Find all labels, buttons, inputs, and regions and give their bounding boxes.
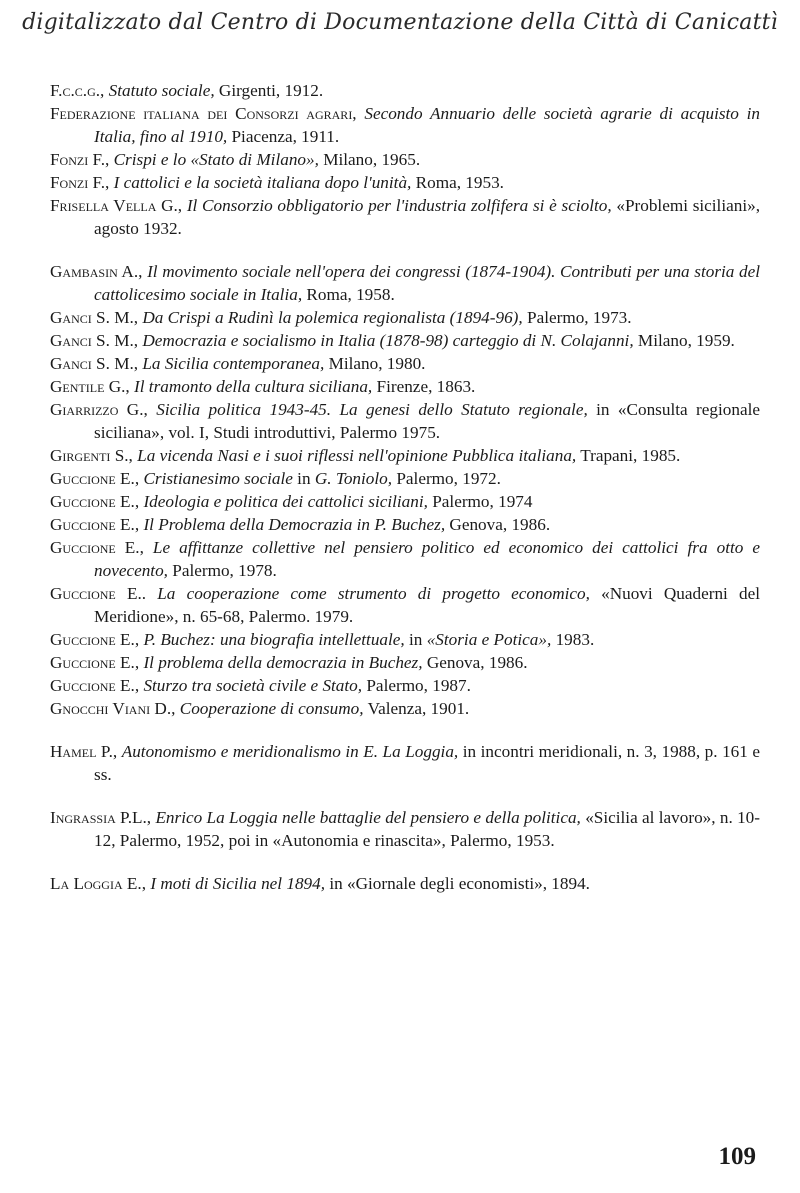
entry-author: La Loggia E., bbox=[50, 874, 147, 893]
entry-title: Democrazia e socialismo in Italia (1878-98) carteggio di N. Colajanni, bbox=[142, 331, 634, 350]
entry-title: Autonomismo e meridionalismo in E. La Loggia, bbox=[121, 742, 459, 761]
entry-title: Il movimento sociale nell'opera dei congressi (1874-1904). Contributi per una storia del cattolicesimo sociale in Italia, bbox=[94, 262, 761, 304]
digitization-watermark-header: digitalizzato dal Centro di Documentazione della Città di Canicattì bbox=[22, 10, 778, 35]
entry-title: Secondo Annuario delle società agrarie di acquisto in Italia, fino al 1910, bbox=[94, 104, 761, 146]
entry-details: Girgenti, 1912. bbox=[218, 81, 324, 100]
bibliography-entry bbox=[50, 740, 760, 786]
bibliography-entry bbox=[50, 148, 760, 171]
entry-author: Fonzi F., bbox=[50, 150, 110, 169]
entry-author: Ganci S. M., bbox=[50, 354, 139, 373]
bibliography-entry bbox=[50, 628, 760, 651]
entry-author: Hamel P., bbox=[50, 742, 118, 761]
bibliography-entry bbox=[50, 79, 760, 102]
bibliography-entry bbox=[50, 398, 760, 444]
entry-details: Palermo, 1987. bbox=[366, 676, 471, 695]
entry-details: Milano, 1965. bbox=[323, 150, 421, 169]
entry-title: I cattolici e la società italiana dopo l'unità, bbox=[113, 173, 412, 192]
entry-author: Guccione E., bbox=[50, 538, 144, 557]
entry-secondary-title: G. Toniolo, bbox=[314, 469, 393, 488]
entry-author: Guccione E.. bbox=[50, 584, 147, 603]
entry-title: Sicilia politica 1943-45. La genesi dello Statuto regionale, bbox=[156, 400, 588, 419]
entry-author: Gambasin A., bbox=[50, 262, 143, 281]
bibliography-entry bbox=[50, 536, 760, 582]
entry-details: Trapani, 1985. bbox=[580, 446, 681, 465]
entry-details: Milano, 1959. bbox=[637, 331, 735, 350]
entry-title: Enrico La Loggia nelle battaglie del pensiero e della politica, bbox=[155, 808, 581, 827]
entry-title: P. Buchez: una biografia intellettuale, bbox=[143, 630, 405, 649]
entry-details: Palermo, 1978. bbox=[172, 561, 277, 580]
entry-title: Crispi e lo «Stato di Milano», bbox=[113, 150, 319, 169]
entry-author: Guccione E., bbox=[50, 630, 140, 649]
bibliography-entry bbox=[50, 352, 760, 375]
bibliography-entry bbox=[50, 697, 760, 720]
entry-connector: in bbox=[297, 469, 311, 488]
entry-author: Federazione italiana dei Consorzi agrari, bbox=[50, 104, 357, 123]
entry-title: Statuto sociale, bbox=[108, 81, 215, 100]
entry-author: Ganci S. M., bbox=[50, 331, 139, 350]
entry-title: Ideologia e politica dei cattolici siciliani, bbox=[143, 492, 428, 511]
entry-author: Gnocchi Viani D., bbox=[50, 699, 176, 718]
entry-author: Guccione E., bbox=[50, 515, 140, 534]
bibliography-entry bbox=[50, 194, 760, 240]
entry-author: Guccione E., bbox=[50, 492, 140, 511]
entry-title: Da Crispi a Rudinì la polemica regionalista (1894-96), bbox=[142, 308, 523, 327]
entry-title: Cristianesimo sociale bbox=[143, 469, 293, 488]
bibliography-entry bbox=[50, 513, 760, 536]
entry-author: Guccione E., bbox=[50, 653, 140, 672]
entry-details: «Problemi siciliani», agosto 1932. bbox=[94, 196, 760, 238]
entry-details: in «Giornale degli economisti», 1894. bbox=[329, 874, 590, 893]
bibliography-entry bbox=[50, 651, 760, 674]
entry-author: Ingrassia P.L., bbox=[50, 808, 152, 827]
entry-author: Fonzi F., bbox=[50, 173, 110, 192]
bibliography-entry bbox=[50, 674, 760, 697]
entry-author: Girgenti S., bbox=[50, 446, 133, 465]
entry-details: in «Consulta regionale siciliana», vol. I, Studi introduttivi, Palermo 1975. bbox=[94, 400, 760, 442]
entry-title: Le affittanze collettive nel pensiero politico ed economico dei cattolici fra otto e novecento, bbox=[94, 538, 760, 580]
entry-title: La cooperazione come strumento di progetto economico, bbox=[157, 584, 590, 603]
entry-author: Ganci S. M., bbox=[50, 308, 139, 327]
bibliography-entry bbox=[50, 329, 760, 352]
entry-author: Giarrizzo G., bbox=[50, 400, 148, 419]
bibliography-entry bbox=[50, 872, 760, 895]
entry-author: Guccione E., bbox=[50, 469, 140, 488]
entry-details: Piacenza, 1911. bbox=[231, 127, 340, 146]
entry-details: Milano, 1980. bbox=[328, 354, 426, 373]
entry-details: Genova, 1986. bbox=[426, 653, 528, 672]
entry-title: La vicenda Nasi e i suoi riflessi nell'opinione Pubblica italiana, bbox=[137, 446, 577, 465]
bibliography-entry bbox=[50, 490, 760, 513]
entry-secondary-title: «Storia e Potica», bbox=[426, 630, 552, 649]
entry-author: F.c.c.g., bbox=[50, 81, 105, 100]
entry-title: La Sicilia contemporanea, bbox=[142, 354, 325, 373]
entry-details: Palermo, 1974 bbox=[432, 492, 533, 511]
bibliography-entry bbox=[50, 102, 760, 148]
entry-details: in incontri meridionali, n. 3, 1988, p. 161 e ss. bbox=[94, 742, 761, 784]
bibliography-entry bbox=[50, 806, 760, 852]
bibliography-entry bbox=[50, 444, 760, 467]
entry-details: «Sicilia al lavoro», n. 10-12, Palermo, 1952, poi in «Autonomia e rinascita», Palermo, 1953. bbox=[94, 808, 760, 850]
entry-details: Genova, 1986. bbox=[449, 515, 551, 534]
entry-details: Roma, 1953. bbox=[415, 173, 504, 192]
page-number: 109 bbox=[718, 1143, 756, 1170]
entry-title: Il Problema della Democrazia in P. Buchez, bbox=[143, 515, 446, 534]
entry-author: Gentile G., bbox=[50, 377, 130, 396]
bibliography-entry bbox=[50, 375, 760, 398]
bibliography-entry bbox=[50, 306, 760, 329]
entry-title: Il tramonto della cultura siciliana, bbox=[134, 377, 373, 396]
bibliography-list bbox=[50, 79, 760, 895]
entry-connector: in bbox=[409, 630, 423, 649]
bibliography-entry bbox=[50, 467, 760, 490]
entry-title: Il problema della democrazia in Buchez, bbox=[143, 653, 423, 672]
entry-details: Palermo, 1972. bbox=[396, 469, 501, 488]
entry-author: Frisella Vella G., bbox=[50, 196, 183, 215]
entry-author: Guccione E., bbox=[50, 676, 140, 695]
entry-title: Sturzo tra società civile e Stato, bbox=[143, 676, 363, 695]
entry-details: Palermo, 1973. bbox=[527, 308, 632, 327]
entry-title: Cooperazione di consumo, bbox=[179, 699, 364, 718]
entry-details: 1983. bbox=[555, 630, 595, 649]
entry-title: Il Consorzio obbligatorio per l'industria zolfifera si è sciolto, bbox=[186, 196, 612, 215]
bibliography-entry bbox=[50, 582, 760, 628]
bibliography-entry bbox=[50, 260, 760, 306]
entry-details: Firenze, 1863. bbox=[376, 377, 476, 396]
entry-details: «Nuovi Quaderni del Meridione», n. 65-68, Palermo. 1979. bbox=[94, 584, 761, 626]
bibliography-entry bbox=[50, 171, 760, 194]
entry-title: I moti di Sicilia nel 1894, bbox=[150, 874, 326, 893]
entry-details: Roma, 1958. bbox=[306, 285, 395, 304]
entry-details: Valenza, 1901. bbox=[367, 699, 470, 718]
